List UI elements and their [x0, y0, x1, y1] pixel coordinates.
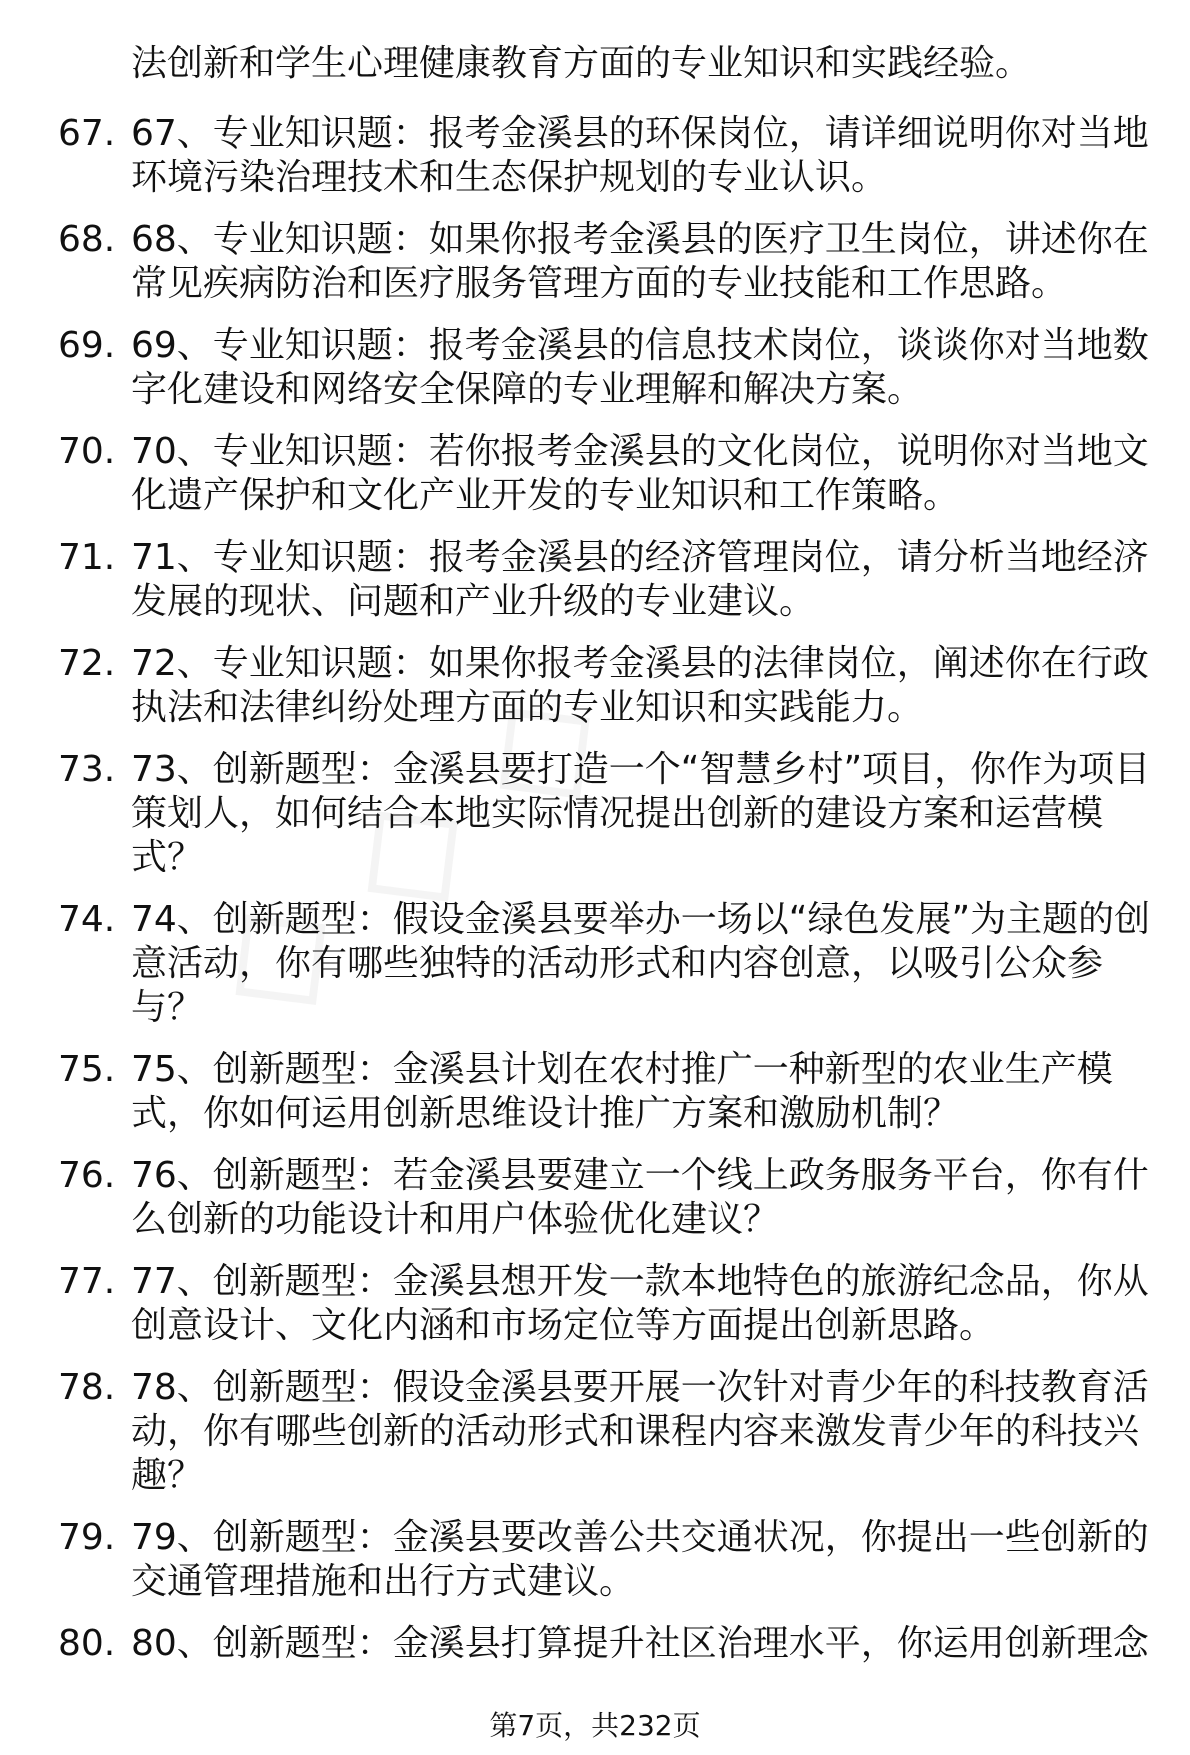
continuation-text: 法创新和学生心理健康教育方面的专业知识和实践经验。: [131, 43, 1032, 84]
item-number: 74.: [58, 899, 116, 940]
item-text: 68、专业知识题：如果你报考金溪县的医疗卫生岗位，讲述你在常见疾病防治和医疗服务管理方面的专业技能和工作思路。: [131, 219, 1149, 304]
item-text: 75、创新题型：金溪县计划在农村推广一种新型的农业生产模式，你如何运用创新思维设计推广方案和激励机制？: [131, 1049, 1113, 1134]
item-number: 78.: [58, 1367, 116, 1408]
item-text: 69、专业知识题：报考金溪县的信息技术岗位，谈谈你对当地数字化建设和网络安全保障的专业理解和解决方案。: [131, 325, 1149, 410]
item-text: 77、创新题型：金溪县想开发一款本地特色的旅游纪念品，你从创意设计、文化内涵和市场定位等方面提出创新思路。: [131, 1261, 1149, 1346]
item-number: 67.: [58, 113, 116, 154]
item-text: 74、创新题型：假设金溪县要举办一场以“绿色发展”为主题的创意活动，你有哪些独特的活动形式和内容创意，以吸引公众参与？: [131, 899, 1151, 1028]
item-number: 69.: [58, 325, 116, 366]
item-text: 72、专业知识题：如果你报考金溪县的法律岗位，阐述你在行政执法和法律纠纷处理方面的专业知识和实践能力。: [131, 643, 1149, 728]
item-number: 79.: [58, 1517, 116, 1558]
list-item: [0, 1622, 1190, 1666]
list-item: [0, 324, 1190, 412]
item-number: 76.: [58, 1155, 116, 1196]
list-item: [0, 536, 1190, 624]
list-item: [0, 1154, 1190, 1242]
question-list: [0, 112, 1190, 1684]
item-text: 80、创新题型：金溪县打算提升社区治理水平，你运用创新理念: [131, 1623, 1149, 1664]
item-text: 78、创新题型：假设金溪县要开展一次针对青少年的科技教育活动，你有哪些创新的活动形式和课程内容来激发青少年的科技兴趣？: [131, 1367, 1149, 1496]
item-number: 70.: [58, 431, 116, 472]
item-number: 72.: [58, 643, 116, 684]
item-number: 73.: [58, 749, 116, 790]
list-item: [0, 112, 1190, 200]
item-number: 71.: [58, 537, 116, 578]
item-text: 73、创新题型：金溪县要打造一个“智慧乡村”项目，你作为项目策划人，如何结合本地实际情况提出创新的建设方案和运营模式？: [131, 749, 1151, 878]
item-text: 71、专业知识题：报考金溪县的经济管理岗位，请分析当地经济发展的现状、问题和产业升级的专业建议。: [131, 537, 1149, 622]
item-text: 70、专业知识题：若你报考金溪县的文化岗位，说明你对当地文化遗产保护和文化产业开发的专业知识和工作策略。: [131, 431, 1149, 516]
item-text: 76、创新题型：若金溪县要建立一个线上政务服务平台，你有什么创新的功能设计和用户体验优化建议？: [131, 1155, 1149, 1240]
item-text: 79、创新题型：金溪县要改善公共交通状况，你提出一些创新的交通管理措施和出行方式建议。: [131, 1517, 1149, 1602]
list-item: [0, 1048, 1190, 1136]
list-item: [0, 898, 1190, 1030]
item-number: 80.: [58, 1623, 116, 1664]
list-item: [0, 1260, 1190, 1348]
list-item: [0, 430, 1190, 518]
page-footer: 第7页，共232页: [489, 1709, 701, 1742]
item-number: 68.: [58, 219, 116, 260]
list-item: [0, 748, 1190, 880]
list-item: [0, 1516, 1190, 1604]
item-number: 77.: [58, 1261, 116, 1302]
list-item: [0, 1366, 1190, 1498]
item-text: 67、专业知识题：报考金溪县的环保岗位，请详细说明你对当地环境污染治理技术和生态保护规划的专业认识。: [131, 113, 1149, 198]
list-item: [0, 642, 1190, 730]
list-item: [0, 218, 1190, 306]
item-number: 75.: [58, 1049, 116, 1090]
